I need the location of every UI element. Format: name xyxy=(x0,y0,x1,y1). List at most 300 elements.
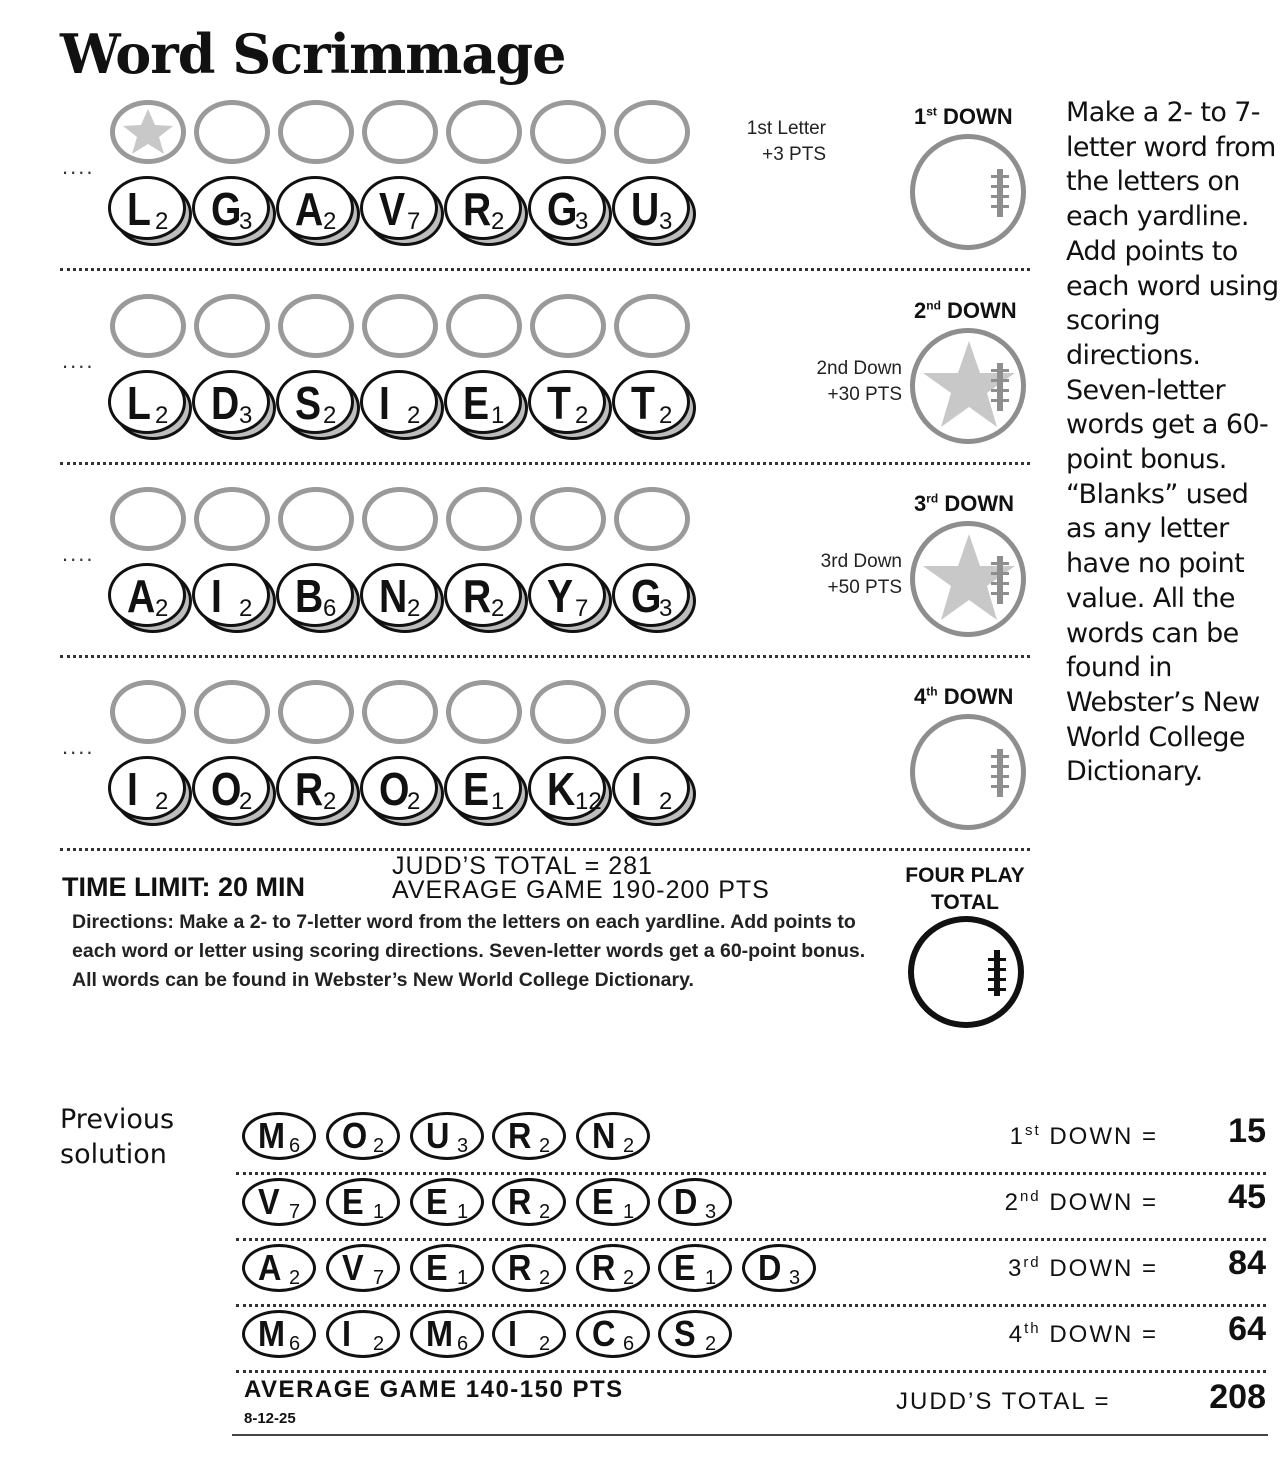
football-stitch xyxy=(991,765,1009,768)
tile-points: 2 xyxy=(155,595,169,622)
tile-face xyxy=(276,756,354,820)
tile-points: 2 xyxy=(407,595,421,622)
side-instructions: Make a 2- to 7-letter word from the letters on each yardline. Add points to each word using scoring directions. Seven-letter words get a 60-point bonus. “Blanks” used as any letter have no point value. All the words can be found in Webster’s New World College Dictionary. xyxy=(1066,97,1279,788)
answer-slot[interactable] xyxy=(614,487,690,551)
tile-face xyxy=(612,370,690,434)
football-stitch xyxy=(988,988,1006,991)
tile-letter: E xyxy=(674,1247,696,1288)
football-stitch xyxy=(991,572,1009,575)
football-stitch xyxy=(988,958,1006,961)
tile-points: 1 xyxy=(373,1201,385,1223)
solution-tile xyxy=(410,1310,484,1358)
yardline-row xyxy=(60,294,1030,484)
answer-slot[interactable] xyxy=(110,294,186,358)
football-stitch xyxy=(991,399,1009,402)
tile-points: 2 xyxy=(239,595,253,622)
tile-letter: V xyxy=(379,183,406,235)
football-stitch xyxy=(991,592,1009,595)
down-number: 4 xyxy=(914,684,927,709)
tile-letter: R xyxy=(592,1247,616,1288)
tile-letter: E xyxy=(426,1181,448,1222)
tile-points: 2 xyxy=(373,1333,385,1355)
tile-points: 2 xyxy=(373,1135,385,1157)
tile-face xyxy=(612,756,690,820)
down-word: DOWN xyxy=(938,491,1015,516)
tile-face xyxy=(192,370,270,434)
tile-letter: T xyxy=(631,377,655,429)
tile-points: 3 xyxy=(239,208,253,235)
tile-points: 1 xyxy=(457,1201,469,1223)
letter-tile xyxy=(276,563,356,631)
letter-tile xyxy=(276,370,356,438)
tile-letter: A xyxy=(127,570,156,622)
tile-points: 2 xyxy=(239,788,253,815)
letter-tile xyxy=(360,563,440,631)
yardline-row xyxy=(60,680,1030,870)
previous-down-score: 45 xyxy=(1228,1178,1266,1216)
tile-points: 6 xyxy=(623,1333,635,1355)
tile-points: 2 xyxy=(539,1267,551,1289)
solution-tile xyxy=(658,1178,732,1226)
answer-slot[interactable] xyxy=(362,487,438,551)
tile-points: 2 xyxy=(623,1267,635,1289)
tile-points: 6 xyxy=(323,595,337,622)
letter-tile xyxy=(612,563,692,631)
tile-face xyxy=(108,176,186,240)
tile-letter: O xyxy=(379,763,410,815)
tile-face xyxy=(528,756,606,820)
tile-letter: M xyxy=(258,1313,285,1354)
judds-total-info xyxy=(392,854,770,902)
tile-points: 3 xyxy=(705,1201,717,1223)
bonus-line2: +3 PTS xyxy=(762,144,826,165)
solution-tile xyxy=(242,1244,316,1292)
answer-slot[interactable] xyxy=(446,294,522,358)
previous-judds-total-label: JUDD’S TOTAL = xyxy=(896,1388,1111,1415)
answer-slot[interactable] xyxy=(194,294,270,358)
answer-slot[interactable] xyxy=(194,487,270,551)
tile-points: 6 xyxy=(289,1333,301,1355)
tile-letter: O xyxy=(211,763,242,815)
divider xyxy=(232,1434,1268,1436)
football-stitch xyxy=(991,562,1009,565)
letter-tile xyxy=(444,176,524,244)
tile-points: 2 xyxy=(323,208,337,235)
tile-points: 7 xyxy=(407,208,421,235)
tile-letter: R xyxy=(508,1181,532,1222)
answer-slot[interactable] xyxy=(194,680,270,744)
answer-slot[interactable] xyxy=(362,100,438,164)
down-suffix: nd xyxy=(1019,1188,1041,1205)
down-suffix: st xyxy=(1024,1122,1041,1139)
bonus-line2: +30 PTS xyxy=(827,384,902,405)
answer-slot[interactable] xyxy=(194,100,270,164)
down-label xyxy=(914,684,1013,710)
previous-down-label xyxy=(1005,1188,1158,1217)
four-play-total-football[interactable] xyxy=(908,916,1024,1028)
tile-face xyxy=(276,370,354,434)
letter-tile xyxy=(444,370,524,438)
average-game: AVERAGE GAME 190-200 PTS xyxy=(392,876,770,904)
tile-face xyxy=(192,563,270,627)
previous-label-line1: Previous xyxy=(60,1104,175,1135)
tile-face xyxy=(360,176,438,240)
tile-points: 2 xyxy=(491,208,505,235)
tile-points: 2 xyxy=(539,1333,551,1355)
answer-slot[interactable] xyxy=(110,100,186,164)
tile-letter: E xyxy=(426,1247,448,1288)
previous-down-label xyxy=(1009,1320,1158,1349)
tile-points: 1 xyxy=(705,1267,717,1289)
tile-points: 2 xyxy=(407,788,421,815)
tile-points: 2 xyxy=(539,1135,551,1157)
down-score-football[interactable] xyxy=(910,328,1026,444)
bonus-line1: 1st Letter xyxy=(746,118,826,139)
tile-points: 2 xyxy=(575,402,589,429)
tile-points: 2 xyxy=(155,402,169,429)
letter-tile xyxy=(360,756,440,824)
answer-slot[interactable] xyxy=(530,294,606,358)
bonus-rule xyxy=(760,549,902,601)
previous-date: 8-12-25 xyxy=(244,1410,296,1427)
tile-face xyxy=(108,756,186,820)
tile-letter: N xyxy=(379,570,408,622)
letter-tile xyxy=(444,756,524,824)
tile-points: 2 xyxy=(705,1333,717,1355)
previous-solution-label xyxy=(60,1102,174,1172)
down-suffix: nd xyxy=(926,298,941,313)
answer-slot[interactable] xyxy=(110,487,186,551)
tile-face xyxy=(108,563,186,627)
page-title: Word Scrimmage xyxy=(60,22,566,86)
solution-tile xyxy=(742,1244,816,1292)
solution-tile xyxy=(242,1310,316,1358)
tile-points: 2 xyxy=(623,1135,635,1157)
down-word: DOWN xyxy=(940,298,1017,323)
tile-points: 2 xyxy=(659,788,673,815)
tile-letter: V xyxy=(258,1181,280,1222)
yardline-row xyxy=(60,100,1030,290)
tile-letter: Y xyxy=(547,570,574,622)
answer-slot[interactable] xyxy=(446,100,522,164)
tile-letter: G xyxy=(631,570,662,622)
solution-tile xyxy=(410,1244,484,1292)
letter-tile xyxy=(192,176,272,244)
down-score-football[interactable] xyxy=(910,714,1026,830)
answer-slot[interactable] xyxy=(278,100,354,164)
tile-letter: R xyxy=(508,1247,532,1288)
tile-points: 6 xyxy=(289,1135,301,1157)
tile-points: 1 xyxy=(491,788,505,815)
answer-slot[interactable] xyxy=(446,487,522,551)
tile-face xyxy=(444,563,522,627)
down-label xyxy=(914,491,1014,517)
solution-tile xyxy=(492,1244,566,1292)
judds-total: JUDD’S TOTAL = 281 xyxy=(392,852,653,880)
letter-tile xyxy=(108,563,188,631)
tile-face xyxy=(528,563,606,627)
tile-points: 7 xyxy=(289,1201,301,1223)
football-stitch xyxy=(991,389,1009,392)
tile-face xyxy=(528,370,606,434)
solution-tile xyxy=(492,1310,566,1358)
solution-tile xyxy=(492,1112,566,1160)
football-stitch xyxy=(988,978,1006,981)
answer-slot[interactable] xyxy=(446,680,522,744)
letter-tile xyxy=(108,370,188,438)
down-number: 1 xyxy=(1009,1123,1025,1150)
down-number: 2 xyxy=(914,298,927,323)
letter-tile xyxy=(612,176,692,244)
tile-face xyxy=(528,176,606,240)
tile-points: 2 xyxy=(289,1267,301,1289)
tile-letter: R xyxy=(463,570,492,622)
row-ellipsis: .... xyxy=(62,541,95,566)
tile-letter: U xyxy=(631,183,660,235)
letter-tile xyxy=(528,370,608,438)
tile-face xyxy=(444,370,522,434)
previous-down-score: 15 xyxy=(1228,1112,1266,1150)
answer-slot[interactable] xyxy=(278,294,354,358)
solution-tile xyxy=(658,1310,732,1358)
yardline-divider xyxy=(60,462,1030,465)
answer-slot[interactable] xyxy=(362,680,438,744)
previous-label-line2: solution xyxy=(60,1139,167,1170)
solution-tile xyxy=(410,1178,484,1226)
down-suffix: st xyxy=(926,104,937,119)
letter-tile xyxy=(528,756,608,824)
four-play-line2: TOTAL xyxy=(930,891,1000,914)
four-play-line1: FOUR PLAY xyxy=(905,864,1025,887)
tile-letter: I xyxy=(508,1313,518,1354)
letter-tile xyxy=(528,176,608,244)
tile-points: 7 xyxy=(373,1267,385,1289)
down-score-football[interactable] xyxy=(910,134,1026,250)
tile-letter: I xyxy=(379,377,390,429)
tile-letter: E xyxy=(463,763,490,815)
tile-letter: S xyxy=(674,1313,696,1354)
tile-points: 3 xyxy=(659,208,673,235)
tile-letter: E xyxy=(592,1181,614,1222)
tile-face xyxy=(444,756,522,820)
tile-points: 2 xyxy=(407,402,421,429)
solution-tile xyxy=(576,1310,650,1358)
tile-letter: I xyxy=(631,763,642,815)
tile-letter: C xyxy=(592,1313,616,1354)
bonus-line2: +50 PTS xyxy=(827,577,902,598)
letter-tile xyxy=(192,756,272,824)
yardline-divider xyxy=(60,655,1030,658)
tile-letter: B xyxy=(295,570,324,622)
letter-tile xyxy=(612,370,692,438)
tile-letter: R xyxy=(295,763,324,815)
tile-letter: D xyxy=(211,377,240,429)
yardline-divider xyxy=(60,268,1030,271)
tile-points: 2 xyxy=(659,402,673,429)
tile-face xyxy=(192,756,270,820)
previous-down-label xyxy=(1010,1122,1158,1151)
tile-letter: K xyxy=(547,763,576,815)
tile-letter: U xyxy=(426,1115,450,1156)
answer-slot[interactable] xyxy=(530,680,606,744)
down-word: DOWN = xyxy=(1040,1189,1158,1216)
tile-face xyxy=(612,176,690,240)
letter-tile xyxy=(444,563,524,631)
tile-letter: S xyxy=(295,377,322,429)
down-number: 1 xyxy=(914,104,927,129)
down-word: DOWN xyxy=(937,684,1014,709)
tile-face xyxy=(360,756,438,820)
solution-tile xyxy=(576,1244,650,1292)
tile-face xyxy=(360,563,438,627)
tile-points: 2 xyxy=(323,402,337,429)
letter-tile xyxy=(276,756,356,824)
letter-tile xyxy=(612,756,692,824)
football-stitch xyxy=(991,195,1009,198)
football-stitch xyxy=(991,775,1009,778)
tile-face xyxy=(444,176,522,240)
down-suffix: th xyxy=(1024,1320,1041,1337)
tile-letter: G xyxy=(547,183,578,235)
previous-divider xyxy=(236,1370,1266,1373)
tile-letter: I xyxy=(211,570,222,622)
solution-tile xyxy=(576,1112,650,1160)
football-stitch xyxy=(988,968,1006,971)
tile-points: 12 xyxy=(575,788,602,815)
solution-tile xyxy=(242,1178,316,1226)
down-word: DOWN xyxy=(936,104,1013,129)
previous-down-score: 64 xyxy=(1228,1310,1266,1348)
football-stitch xyxy=(991,175,1009,178)
tile-letter: G xyxy=(211,183,242,235)
tile-letter: D xyxy=(758,1247,782,1288)
tile-face xyxy=(108,370,186,434)
letter-tile xyxy=(108,756,188,824)
answer-slot[interactable] xyxy=(110,680,186,744)
tile-points: 3 xyxy=(659,595,673,622)
tile-points: 6 xyxy=(457,1333,469,1355)
down-score-football[interactable] xyxy=(910,521,1026,637)
tile-face xyxy=(276,563,354,627)
answer-slot[interactable] xyxy=(362,294,438,358)
tile-points: 3 xyxy=(575,208,589,235)
football-stitch xyxy=(991,582,1009,585)
tile-letter: N xyxy=(592,1115,616,1156)
row-ellipsis: .... xyxy=(62,348,95,373)
yardline-row xyxy=(60,487,1030,677)
letter-tile xyxy=(528,563,608,631)
football-stitch xyxy=(991,185,1009,188)
tile-points: 7 xyxy=(575,595,589,622)
tile-letter: M xyxy=(258,1115,285,1156)
down-number: 3 xyxy=(914,491,927,516)
solution-tile xyxy=(410,1112,484,1160)
solution-tile xyxy=(326,1112,400,1160)
answer-slot[interactable] xyxy=(530,487,606,551)
tile-points: 2 xyxy=(155,788,169,815)
tile-letter: M xyxy=(426,1313,453,1354)
tile-face xyxy=(360,370,438,434)
tile-letter: D xyxy=(674,1181,698,1222)
bonus-line1: 3rd Down xyxy=(820,551,902,572)
tile-letter: V xyxy=(342,1247,364,1288)
time-limit: TIME LIMIT: 20 MIN xyxy=(62,872,305,902)
four-play-total-label xyxy=(900,862,1030,916)
football-stitch xyxy=(991,369,1009,372)
letter-tile xyxy=(192,370,272,438)
answer-slot[interactable] xyxy=(614,294,690,358)
tile-face xyxy=(192,176,270,240)
previous-row xyxy=(236,1106,1266,1170)
answer-slot[interactable] xyxy=(278,487,354,551)
row-ellipsis: .... xyxy=(62,734,95,759)
tile-letter: L xyxy=(127,377,151,429)
solution-tile xyxy=(492,1178,566,1226)
answer-slot[interactable] xyxy=(614,100,690,164)
tile-points: 3 xyxy=(789,1267,801,1289)
tile-points: 2 xyxy=(491,595,505,622)
letter-tile xyxy=(276,176,356,244)
tile-letter: A xyxy=(295,183,324,235)
tile-points: 3 xyxy=(239,402,253,429)
down-number: 2 xyxy=(1004,1189,1020,1216)
tile-face xyxy=(612,563,690,627)
letter-tile xyxy=(192,563,272,631)
letter-tile xyxy=(360,370,440,438)
football-stitch xyxy=(991,785,1009,788)
football-stitch xyxy=(991,755,1009,758)
tile-letter: E xyxy=(342,1181,364,1222)
football-stitch xyxy=(991,379,1009,382)
tile-points: 1 xyxy=(457,1267,469,1289)
letter-tile xyxy=(108,176,188,244)
answer-slot[interactable] xyxy=(530,100,606,164)
bonus-line1: 2nd Down xyxy=(816,358,902,379)
solution-tile xyxy=(326,1244,400,1292)
tile-letter: O xyxy=(342,1115,368,1156)
previous-judds-total-score: 208 xyxy=(1209,1378,1266,1416)
directions: Directions: Make a 2- to 7-letter word from the letters on each yardline. Add points to each word or letter using scoring directions. Seven-letter words get a 60-point bonus. All words can be found in Webster’s New World College Dictionary. xyxy=(72,911,866,991)
yardline-divider xyxy=(60,848,1030,851)
tile-letter: A xyxy=(258,1247,282,1288)
bonus-rule xyxy=(760,356,902,408)
previous-row xyxy=(236,1172,1266,1236)
tile-points: 1 xyxy=(491,402,505,429)
tile-points: 2 xyxy=(323,788,337,815)
solution-tile xyxy=(576,1178,650,1226)
tile-points: 1 xyxy=(623,1201,635,1223)
tile-letter: E xyxy=(463,377,490,429)
down-suffix: rd xyxy=(1023,1254,1041,1271)
tile-points: 3 xyxy=(457,1135,469,1157)
down-label xyxy=(914,104,1013,130)
previous-down-score: 84 xyxy=(1228,1244,1266,1282)
previous-row xyxy=(236,1238,1266,1302)
football-stitch xyxy=(991,205,1009,208)
letter-tile xyxy=(360,176,440,244)
solution-tile xyxy=(326,1310,400,1358)
previous-row xyxy=(236,1304,1266,1368)
down-word: DOWN = xyxy=(1040,1255,1158,1282)
previous-down-label xyxy=(1008,1254,1158,1283)
previous-average-game: AVERAGE GAME 140-150 PTS xyxy=(244,1376,624,1403)
tile-points: 2 xyxy=(155,208,169,235)
solution-tile xyxy=(326,1178,400,1226)
answer-slot[interactable] xyxy=(614,680,690,744)
answer-slot[interactable] xyxy=(278,680,354,744)
down-suffix: th xyxy=(926,684,938,699)
tile-letter: I xyxy=(342,1313,352,1354)
